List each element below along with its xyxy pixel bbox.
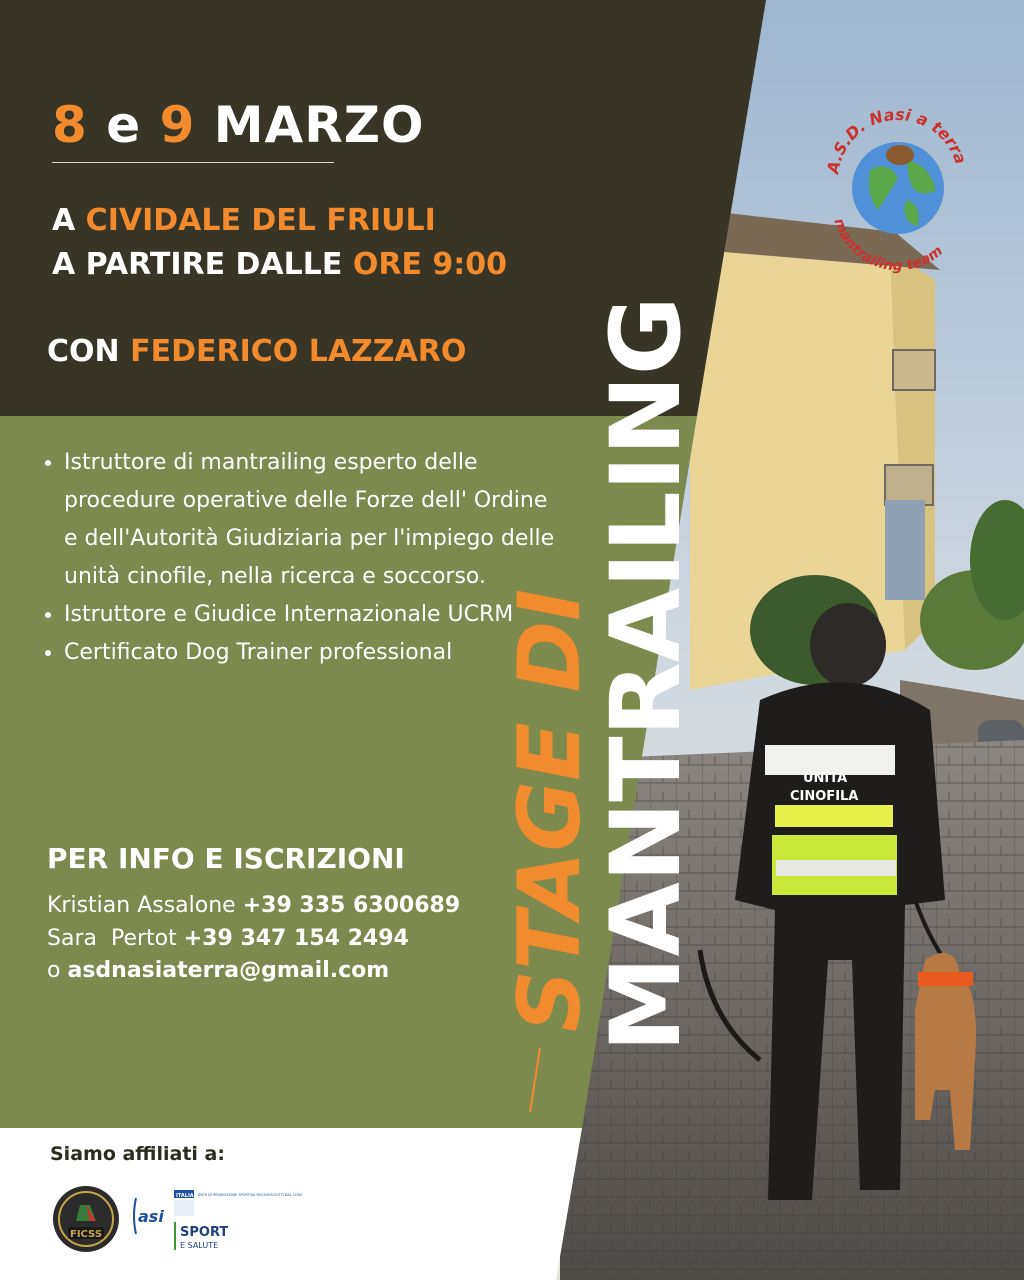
ente-label: ENTE DI PROMOZIONE SPORTIVA RICONOSCIUTO DAL CONI — [198, 1193, 302, 1197]
instructor-prefix: CON — [47, 334, 120, 369]
location-line — [52, 203, 436, 238]
salute-label: E SALUTE — [180, 1241, 219, 1250]
email-line — [47, 958, 389, 983]
logo-top-text: A.S.D. Nasi a terra — [823, 104, 971, 176]
affiliations-title: Siamo affiliati a: — [50, 1143, 225, 1165]
club-logo — [818, 100, 978, 280]
ficss-logo — [50, 1185, 122, 1253]
location-prefix: A — [52, 203, 76, 238]
info-title: PER INFO E ISCRIZIONI — [47, 842, 405, 875]
contact-one-name: Kristian Assalone — [47, 893, 236, 918]
email-prefix: o — [47, 958, 61, 983]
instructor-name: FEDERICO LAZZARO — [130, 334, 467, 369]
asi-logo — [128, 1192, 170, 1242]
time-line — [52, 247, 507, 282]
headline-mantrailing: MANTRAILING — [590, 296, 702, 1052]
contact-one-phone[interactable]: +39 335 6300689 — [242, 893, 461, 918]
contact-two-phone[interactable]: +39 347 154 2494 — [183, 926, 409, 951]
sport-label: SPORT — [180, 1225, 229, 1240]
vest-label-line1: UNITÀ — [803, 771, 848, 786]
vest-label-line2: CINOFILA — [790, 789, 859, 804]
date-divider — [52, 162, 334, 163]
time-prefix: A PARTIRE DALLE — [52, 247, 343, 282]
italia-label: ITALIA — [176, 1193, 194, 1199]
contact-two-name: Sara Pertot — [47, 926, 177, 951]
logo-bottom-text: mantrailing team — [830, 216, 946, 275]
day-one: 8 — [52, 96, 88, 154]
contact-one — [47, 893, 460, 918]
date-conjunction: e — [106, 96, 142, 154]
bio-item: • Certificato Dog Trainer professional — [64, 634, 564, 672]
ficss-label: FICSS — [69, 1229, 103, 1240]
asi-label: asi — [138, 1207, 164, 1226]
sport-e-salute-logo — [172, 1188, 302, 1252]
month: MARZO — [213, 96, 425, 154]
bio-item: • Istruttore e Giudice Internazionale UCRM — [64, 596, 564, 634]
day-two: 9 — [159, 96, 196, 154]
location-place: CIVIDALE DEL FRIULI — [85, 203, 436, 238]
email-link[interactable]: asdnasiaterra@gmail.com — [67, 958, 390, 983]
instructor-line — [47, 334, 466, 369]
contact-two — [47, 926, 409, 951]
event-date — [52, 96, 425, 154]
headline-stage-di: STAGE DI — [500, 588, 600, 1032]
accent-line — [500, 1040, 570, 1120]
instructor-bio-list — [36, 444, 564, 672]
start-time: ORE 9:00 — [352, 247, 508, 282]
bio-item: • Istruttore di mantrailing esperto delle procedure operative delle Forze dell' Ordine e dell'Autorità Giudiziaria per l'impiego delle unità cinofile, nella ricerca e soccorso. — [64, 444, 564, 596]
